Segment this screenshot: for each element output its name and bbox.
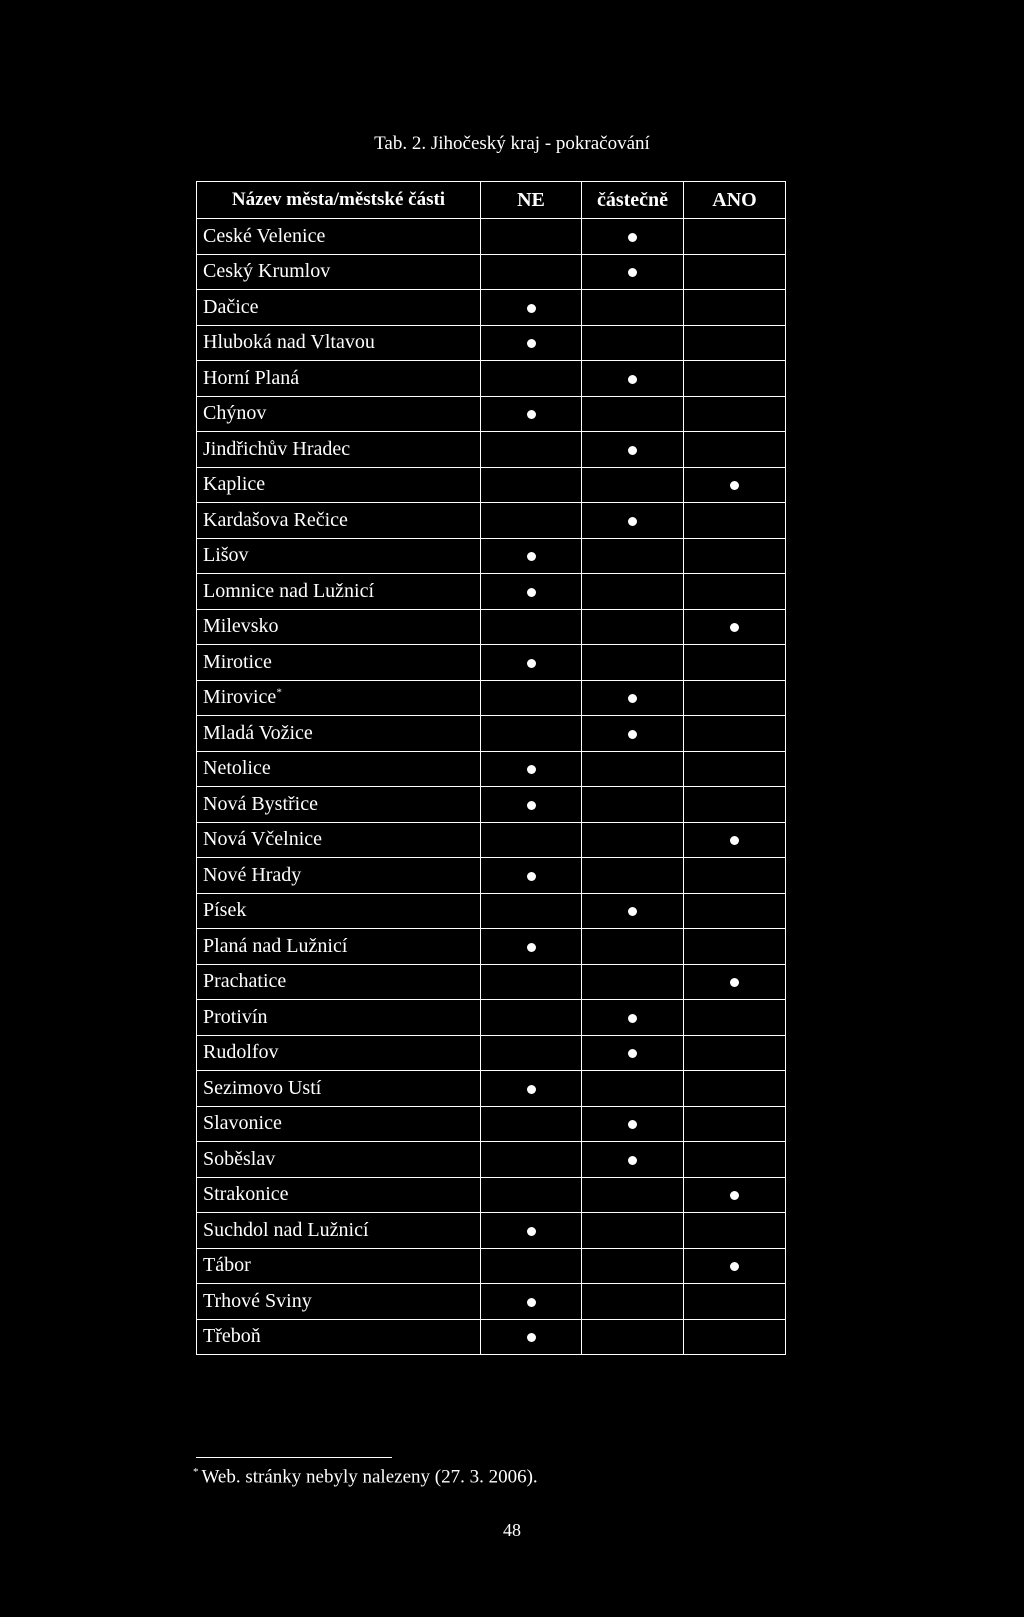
table-row: [197, 1000, 786, 1036]
municipality-name-cell: [197, 574, 481, 610]
table-row: [197, 1142, 786, 1178]
status-cell-ano: [684, 1071, 786, 1107]
status-cell-ano: [684, 1142, 786, 1178]
bullet-icon: [730, 481, 739, 490]
status-cell-ne: [481, 1284, 582, 1320]
status-cell-castecne: [582, 893, 684, 929]
municipality-name: Trhové Sviny: [203, 1289, 312, 1312]
municipality-name-cell: [197, 822, 481, 858]
status-cell-ne: [481, 467, 582, 503]
status-cell-ano: [684, 290, 786, 326]
bullet-icon: [527, 801, 536, 810]
status-cell-ano: [684, 716, 786, 752]
status-cell-castecne: [582, 1035, 684, 1071]
municipality-name: Nová Bystřice: [203, 792, 318, 815]
status-cell-ne: [481, 1142, 582, 1178]
table-row: [197, 645, 786, 681]
municipality-name: Prachatice: [203, 970, 287, 993]
status-cell-ano: [684, 1213, 786, 1249]
status-cell-ano: [684, 219, 786, 255]
municipality-name-cell: [197, 858, 481, 894]
table-row: [197, 574, 786, 610]
municipality-name-cell: [197, 538, 481, 574]
municipality-name: Třeboň: [203, 1325, 261, 1348]
municipality-name: Netolice: [203, 757, 271, 780]
status-cell-ne: [481, 432, 582, 468]
status-cell-ne: [481, 858, 582, 894]
municipality-name: Dačice: [203, 295, 259, 318]
status-cell-castecne: [582, 396, 684, 432]
municipality-name-cell: [197, 1177, 481, 1213]
municipality-name: Mirotice: [203, 650, 272, 673]
bullet-icon: [628, 730, 637, 739]
bullet-icon: [527, 304, 536, 313]
status-cell-castecne: [582, 1177, 684, 1213]
bullet-icon: [730, 1262, 739, 1271]
status-cell-ne: [481, 929, 582, 965]
status-cell-ano: [684, 893, 786, 929]
table-row: [197, 538, 786, 574]
municipality-name: Lišov: [203, 544, 249, 567]
municipality-name: Soběslav: [203, 1147, 276, 1170]
bullet-icon: [527, 1333, 536, 1342]
municipality-name: Hluboká nad Vltavou: [203, 331, 375, 354]
municipality-name-cell: [197, 645, 481, 681]
status-cell-ne: [481, 325, 582, 361]
municipality-name-cell: [197, 325, 481, 361]
status-cell-ne: [481, 538, 582, 574]
table-row: [197, 751, 786, 787]
status-cell-castecne: [582, 574, 684, 610]
municipality-name-cell: [197, 1000, 481, 1036]
bullet-icon: [628, 1156, 637, 1165]
status-cell-ano: [684, 1284, 786, 1320]
municipality-name-cell: [197, 254, 481, 290]
status-cell-castecne: [582, 254, 684, 290]
status-cell-ne: [481, 609, 582, 645]
status-cell-castecne: [582, 1142, 684, 1178]
bullet-icon: [628, 1120, 637, 1129]
status-cell-ano: [684, 822, 786, 858]
table-row: [197, 929, 786, 965]
status-cell-castecne: [582, 467, 684, 503]
municipality-name: Písek: [203, 899, 247, 922]
table-row: [197, 1177, 786, 1213]
status-cell-castecne: [582, 1213, 684, 1249]
status-cell-ano: [684, 787, 786, 823]
status-cell-castecne: [582, 645, 684, 681]
bullet-icon: [628, 268, 637, 277]
status-cell-ne: [481, 716, 582, 752]
bullet-icon: [527, 588, 536, 597]
municipality-name: Planá nad Lužnicí: [203, 934, 348, 957]
bullet-icon: [527, 872, 536, 881]
footnote: [193, 1466, 538, 1488]
municipality-name: Mirovice: [203, 686, 277, 709]
table-body: [197, 219, 786, 1355]
municipality-name: Ceský Krumlov: [203, 260, 331, 283]
table-row: [197, 361, 786, 397]
municipality-name: Kaplice: [203, 473, 266, 496]
municipality-name: Lomnice nad Lužnicí: [203, 579, 375, 602]
municipality-name-cell: [197, 893, 481, 929]
status-cell-ne: [481, 787, 582, 823]
table-row: [197, 1213, 786, 1249]
status-cell-castecne: [582, 680, 684, 716]
status-cell-ano: [684, 1319, 786, 1355]
municipality-name: Strakonice: [203, 1183, 289, 1206]
bullet-icon: [730, 836, 739, 845]
municipality-name-cell: [197, 964, 481, 1000]
status-cell-ano: [684, 432, 786, 468]
municipality-name-cell: [197, 467, 481, 503]
status-cell-ano: [684, 645, 786, 681]
table-row: [197, 1106, 786, 1142]
status-cell-ano: [684, 1000, 786, 1036]
municipality-name: Rudolfov: [203, 1041, 279, 1064]
status-cell-castecne: [582, 361, 684, 397]
municipality-name: Protivín: [203, 1005, 268, 1028]
status-cell-castecne: [582, 1000, 684, 1036]
header-name: Název města/městské části: [197, 182, 481, 219]
municipality-name: Horní Planá: [203, 366, 300, 389]
municipality-name-cell: [197, 1142, 481, 1178]
status-cell-ne: [481, 290, 582, 326]
table-header-row: [197, 182, 786, 219]
status-cell-ano: [684, 609, 786, 645]
table-row: [197, 396, 786, 432]
municipality-name-cell: [197, 787, 481, 823]
status-cell-castecne: [582, 787, 684, 823]
header-ano: ANO: [684, 182, 786, 219]
status-cell-castecne: [582, 964, 684, 1000]
status-cell-castecne: [582, 1248, 684, 1284]
municipality-name: Slavonice: [203, 1112, 282, 1135]
bullet-icon: [730, 623, 739, 632]
status-cell-ano: [684, 503, 786, 539]
table-row: [197, 858, 786, 894]
status-cell-ano: [684, 396, 786, 432]
bullet-icon: [527, 339, 536, 348]
status-cell-ano: [684, 254, 786, 290]
status-cell-ano: [684, 929, 786, 965]
status-cell-castecne: [582, 822, 684, 858]
status-cell-castecne: [582, 503, 684, 539]
table-row: [197, 1319, 786, 1355]
status-cell-ano: [684, 467, 786, 503]
municipality-name-cell: [197, 1106, 481, 1142]
bullet-icon: [527, 659, 536, 668]
status-cell-ne: [481, 254, 582, 290]
status-cell-castecne: [582, 609, 684, 645]
status-cell-ano: [684, 325, 786, 361]
status-cell-ne: [481, 1000, 582, 1036]
municipality-name-cell: [197, 1035, 481, 1071]
status-cell-ne: [481, 503, 582, 539]
status-cell-ne: [481, 1106, 582, 1142]
status-cell-ano: [684, 1248, 786, 1284]
municipality-name-cell: [197, 396, 481, 432]
municipality-name-cell: [197, 1071, 481, 1107]
municipality-name-cell: [197, 219, 481, 255]
municipality-name: Suchdol nad Lužnicí: [203, 1218, 369, 1241]
table-row: [197, 1071, 786, 1107]
status-cell-ano: [684, 361, 786, 397]
municipality-name: Jindřichův Hradec: [203, 437, 351, 460]
status-cell-ne: [481, 1248, 582, 1284]
municipality-name-cell: [197, 503, 481, 539]
table-row: [197, 503, 786, 539]
municipality-name: Sezimovo Ustí: [203, 1076, 322, 1099]
status-cell-castecne: [582, 1319, 684, 1355]
bullet-icon: [527, 410, 536, 419]
status-cell-ne: [481, 893, 582, 929]
municipality-name: Chýnov: [203, 402, 267, 425]
header-castecne: částečně: [582, 182, 684, 219]
table-row: [197, 964, 786, 1000]
bullet-icon: [628, 233, 637, 242]
table-caption: Tab. 2. Jihočeský kraj - pokračování: [374, 133, 650, 154]
status-cell-castecne: [582, 538, 684, 574]
table-row: [197, 325, 786, 361]
status-cell-castecne: [582, 858, 684, 894]
status-cell-ano: [684, 538, 786, 574]
bullet-icon: [527, 1298, 536, 1307]
footnote-text: Web. stránky nebyly nalezeny (27. 3. 2006).: [201, 1466, 538, 1488]
table-row: [197, 254, 786, 290]
status-cell-ne: [481, 1071, 582, 1107]
municipality-name: Tábor: [203, 1254, 251, 1277]
status-cell-ano: [684, 1035, 786, 1071]
municipality-name-cell: [197, 716, 481, 752]
status-cell-ne: [481, 1319, 582, 1355]
status-cell-castecne: [582, 290, 684, 326]
bullet-icon: [628, 1049, 637, 1058]
status-cell-castecne: [582, 432, 684, 468]
status-cell-castecne: [582, 1071, 684, 1107]
municipality-name-cell: [197, 1248, 481, 1284]
bullet-icon: [527, 943, 536, 952]
municipality-name-cell: [197, 1213, 481, 1249]
table-row: [197, 219, 786, 255]
bullet-icon: [628, 446, 637, 455]
municipality-name-cell: [197, 432, 481, 468]
status-cell-ne: [481, 1213, 582, 1249]
table-container: [196, 181, 786, 1355]
municipality-name-cell: [197, 290, 481, 326]
bullet-icon: [628, 907, 637, 916]
municipality-name: Nová Včelnice: [203, 828, 323, 851]
municipality-name-cell: [197, 1284, 481, 1320]
status-cell-ano: [684, 858, 786, 894]
table-row: [197, 432, 786, 468]
municipality-name: Nové Hrady: [203, 863, 302, 886]
table-row: [197, 1284, 786, 1320]
table-row: [197, 467, 786, 503]
status-cell-ne: [481, 574, 582, 610]
status-cell-ano: [684, 964, 786, 1000]
status-cell-ne: [481, 751, 582, 787]
status-cell-castecne: [582, 1106, 684, 1142]
table-row: [197, 716, 786, 752]
status-cell-castecne: [582, 219, 684, 255]
municipality-name-cell: [197, 1319, 481, 1355]
status-cell-ne: [481, 822, 582, 858]
bullet-icon: [527, 1085, 536, 1094]
municipality-name: Kardašova Rečice: [203, 508, 348, 531]
status-cell-ne: [481, 964, 582, 1000]
status-cell-castecne: [582, 1284, 684, 1320]
bullet-icon: [730, 1191, 739, 1200]
status-cell-castecne: [582, 929, 684, 965]
municipality-name-cell: [197, 929, 481, 965]
status-cell-ne: [481, 361, 582, 397]
status-cell-ano: [684, 751, 786, 787]
status-cell-ne: [481, 396, 582, 432]
bullet-icon: [730, 978, 739, 987]
status-cell-castecne: [582, 325, 684, 361]
table-row: [197, 609, 786, 645]
table-row: [197, 680, 786, 716]
table-row: [197, 1035, 786, 1071]
municipality-name-cell: [197, 751, 481, 787]
bullet-icon: [527, 552, 536, 561]
bullet-icon: [527, 765, 536, 774]
status-cell-castecne: [582, 751, 684, 787]
status-cell-ne: [481, 680, 582, 716]
municipality-name: Ceské Velenice: [203, 224, 326, 247]
footnote-divider: [196, 1457, 392, 1458]
status-cell-ne: [481, 219, 582, 255]
bullet-icon: [628, 375, 637, 384]
page-number: 48: [503, 1520, 521, 1540]
table-row: [197, 822, 786, 858]
municipality-name: Milevsko: [203, 615, 279, 638]
status-cell-ano: [684, 680, 786, 716]
table-row: [197, 1248, 786, 1284]
bullet-icon: [527, 1227, 536, 1236]
footnote-mark: *: [193, 1466, 199, 1478]
municipality-name-cell: [197, 361, 481, 397]
status-cell-ne: [481, 645, 582, 681]
status-cell-ano: [684, 1177, 786, 1213]
header-ne: NE: [481, 182, 582, 219]
status-cell-ano: [684, 1106, 786, 1142]
municipality-table: [196, 181, 786, 1355]
municipality-name-cell: [197, 680, 481, 716]
table-row: [197, 893, 786, 929]
status-cell-castecne: [582, 716, 684, 752]
footnote-reference: *: [276, 686, 282, 699]
municipality-name: Mladá Vožice: [203, 721, 313, 744]
table-row: [197, 290, 786, 326]
bullet-icon: [628, 517, 637, 526]
municipality-name-cell: [197, 609, 481, 645]
status-cell-ne: [481, 1035, 582, 1071]
status-cell-ano: [684, 574, 786, 610]
bullet-icon: [628, 1014, 637, 1023]
bullet-icon: [628, 694, 637, 703]
status-cell-ne: [481, 1177, 582, 1213]
table-row: [197, 787, 786, 823]
